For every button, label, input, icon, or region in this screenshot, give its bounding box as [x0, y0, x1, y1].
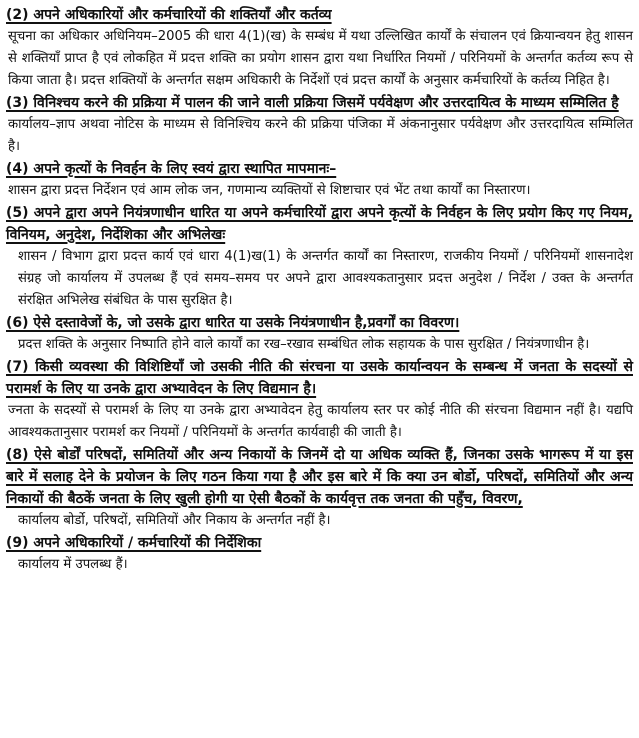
- section-9: [6, 532, 633, 576]
- section-8: [6, 444, 633, 532]
- section-body: शासन द्वारा प्रदत्त निर्देशन एवं आम लोक जन, गणमान्य व्यक्तियों से शिष्टाचार एवं भेंट तथा कार्यों का निस्तारण।: [8, 183, 531, 198]
- section-heading: (5) अपने द्वारा अपने नियंत्रणाधीन धारित या अपने कर्मचारियों द्वारा अपने कृत्यों के निर्वहन के लिए प्रयोग किए गए नियम, विनियम, अनुदेश, निर्देशिका और अभिलेखः: [6, 205, 633, 243]
- section-heading: (4) अपने कृत्यों के निवर्हन के लिए स्वयं द्वारा स्थापित मापमानः–: [6, 161, 337, 177]
- section-heading: (6) ऐसे दस्तावेजों के, जो उसके द्वारा धारित या उसके नियंत्रणाधीन है,प्रवर्गों का विवरण।: [6, 315, 460, 331]
- section-body: कार्यालय–ज्ञाप अथवा नोटिस के माध्यम से विनिश्चिय करने की प्रक्रिया पंजिका में अंकनानुसार पर्यवेक्षण और उत्तरदायित्व सम्मिलित है।: [8, 117, 633, 154]
- section-6: [6, 312, 633, 356]
- section-body: प्रदत्त शक्ति के अनुसार निष्पाति होने वाले कार्यों का रख–रखाव सम्बंधित लोक सहायक के पास सुरक्षित / नियंत्रणाधीन है।: [18, 337, 590, 352]
- section-heading: (7) किसी व्यवस्था की विशिष्टियाँ जो उसकी नीति की संरचना या उसके कार्यान्वयन के सम्बन्ध में जनता के सदस्यों से परामर्श के लिए या उनके द्वारा अभ्यावेदन के लिए विद्यमान है।: [6, 359, 633, 397]
- section-heading: (9) अपने अधिकारियों / कर्मचारियों की निर्देशिका: [6, 535, 262, 551]
- section-4: [6, 158, 633, 202]
- section-heading: (2) अपने अधिकारियों और कर्मचारियों की शक्तियाँ और कर्तव्य: [6, 7, 332, 23]
- section-body: शासन / विभाग द्वारा प्रदत्त कार्य एवं धारा 4(1)ख(1) के अन्तर्गत कार्यों का निस्तारण, राजकीय नियमों / परिनियमों शासनादेश संग्रह जो कार्यालय में उपलब्ध हैं एवं समय–समय पर अपने द्वारा आवश्यकतानुसार प्रदत्त अनुदेश / निर्देश / उक्त के अन्तर्गत संरक्षित अभिलेख संबंधित के पास सुरक्षित है।: [18, 249, 633, 308]
- section-heading: (3) विनिश्चय करने की प्रक्रिया में पालन की जाने वाली प्रक्रिया जिसमें पर्यवेक्षण और उत्तरदायित्व के माध्यम सम्मिलित है: [6, 95, 619, 111]
- section-7: [6, 356, 633, 444]
- section-body: कार्यालय में उपलब्ध हैं।: [18, 557, 128, 572]
- section-5: [6, 202, 633, 312]
- section-2: [6, 4, 633, 92]
- section-3: [6, 92, 633, 158]
- section-body: ज्नता के सदस्यों से परामर्श के लिए या उनके द्वारा अभ्यावेदन हेतु कार्यालय स्तर पर कोई नीति की संरचना विद्यमान नहीं है। यद्यपि आवश्यकतानुसार परामर्श कर नियमों / परिनियमों के अन्तर्गत कार्यवाही की जाती है।: [8, 403, 633, 440]
- section-heading: (8) ऐसे बोर्डों परिषदों, समितियों और अन्य निकायों के जिनमें दो या अधिक व्यक्ति हैं, जिनका उसके भागरूप में या इस बारे में सलाह देने के प्रयोजन के लिए गठन किया गया है और इस बारे में कि क्या उन बोर्डो, परिषदों, समितियों और अन्य निकायों की बैठकें जनता के लिए खुली होगी या ऐसी बैठकों के कार्यवृत्त तक जनता की पहुँच, विवरण,: [6, 447, 633, 507]
- section-body: कार्यालय बोर्डो, परिषदों, समितियों और निकाय के अन्तर्गत नहीं है।: [18, 513, 331, 528]
- section-body: सूचना का अधिकार अधिनियम–2005 की धारा 4(1)(ख) के सम्बंध में यथा उल्लिखित कार्यों के संचालन एवं क्रियान्वयन हेतु शासन से शक्तियाँ प्राप्त है एवं लोकहित में प्रदत्त शक्ति का प्रयोग शासन द्वारा यथा निर्धारित नियमों / परिनियमों के अन्तर्गत कर्तव्य रूप से किया जाता है। प्रदत्त शक्तियों के अन्तर्गत सक्षम अधिकारी के निर्देशों एवं प्रदत्त कार्यों के अनुसार कर्मचारियों के कर्तव्य निहित है।: [8, 29, 633, 88]
